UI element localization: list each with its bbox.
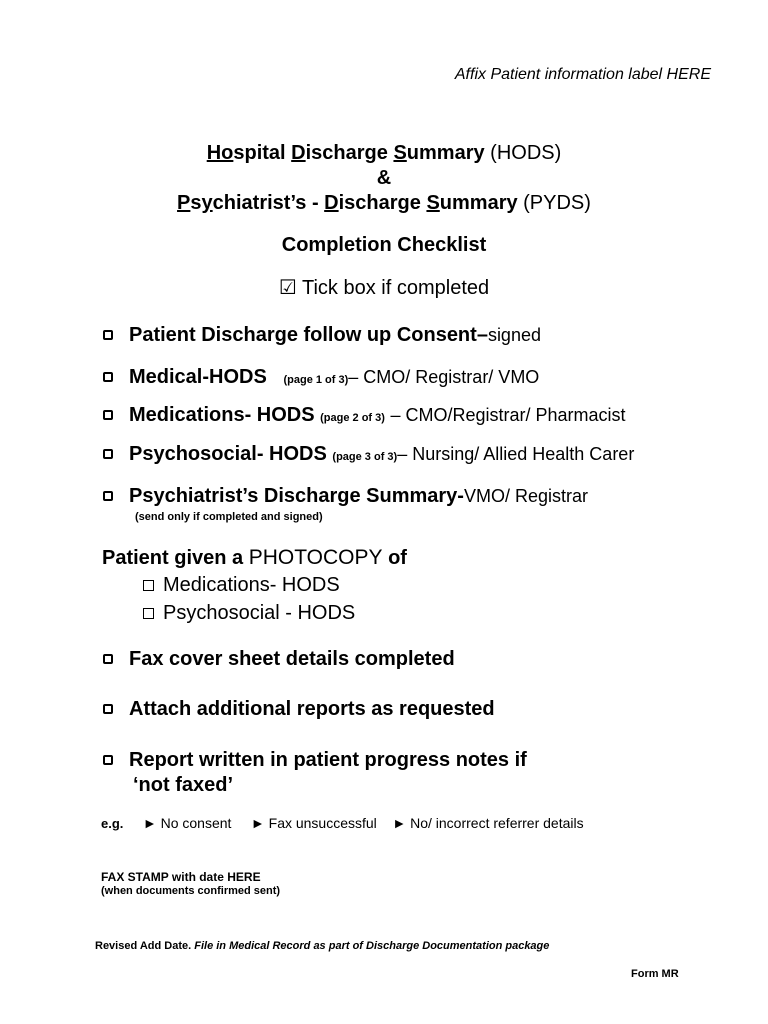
tick-instruction: ☑ Tick box if completed [278,277,490,299]
checklist-item-fax-cover[interactable]: Fax cover sheet details completed [103,648,455,671]
checklist-item-attach-reports[interactable]: Attach additional reports as requested [103,698,495,721]
form-code: Form MR [631,968,679,980]
fax-stamp-note: (when documents confirmed sent) [101,885,281,897]
checkbox-icon[interactable] [143,580,154,591]
checklist-item-progress-notes[interactable]: Report written in patient progress notes if [103,749,527,772]
examples-row: e.g. ► No consent ► Fax unsuccessful ► No/ incorrect referrer details [101,815,584,831]
checkbox-icon[interactable] [103,330,113,340]
checklist-item-medical-hods[interactable]: Medical-HODS (page 1 of 3) – CMO/ Registrar/ VMO [103,366,539,389]
checkbox-icon[interactable] [103,491,113,501]
photocopy-heading: Patient given a PHOTOCOPY of [102,546,407,569]
checkbox-icon[interactable] [103,372,113,382]
title-ampersand: & [376,167,392,189]
fax-stamp-label: FAX STAMP with date HERE [101,870,261,884]
checklist-item-medications-hods[interactable]: Medications- HODS (page 2 of 3) – CMO/Registrar/ Pharmacist [103,404,626,427]
affix-label: Affix Patient information label HERE [454,66,711,83]
checkbox-icon[interactable] [103,704,113,714]
photocopy-option-psychosocial[interactable]: Psychosocial - HODS [143,602,355,625]
checkbox-icon[interactable] [103,449,113,459]
title-line-pyds: Psychiatrist’s - Discharge Summary (PYDS) [177,192,591,214]
checkbox-icon[interactable] [103,410,113,420]
checklist-item-consent[interactable]: Patient Discharge follow up Consent – signed [103,324,541,347]
checklist-item-psychiatrist-summary[interactable]: Psychiatrist’s Discharge Summary- VMO/ Registrar [103,485,588,508]
checklist-heading: Completion Checklist [281,234,487,256]
checked-box-icon: ☑ [278,277,297,299]
checkbox-icon[interactable] [103,654,113,664]
psychiatrist-note: (send only if completed and signed) [135,511,323,523]
photocopy-option-medications[interactable]: Medications- HODS [143,574,340,597]
checkbox-icon[interactable] [143,608,154,619]
checkbox-icon[interactable] [103,755,113,765]
title-line-hods: Hospital Discharge Summary (HODS) [206,142,562,164]
progress-notes-line2: ‘not faxed’ [133,774,234,796]
footer-revision: Revised Add Date. File in Medical Record as part of Discharge Documentation package [95,940,550,952]
checklist-item-psychosocial-hods[interactable]: Psychosocial- HODS (page 3 of 3) – Nursing/ Allied Health Carer [103,443,634,466]
